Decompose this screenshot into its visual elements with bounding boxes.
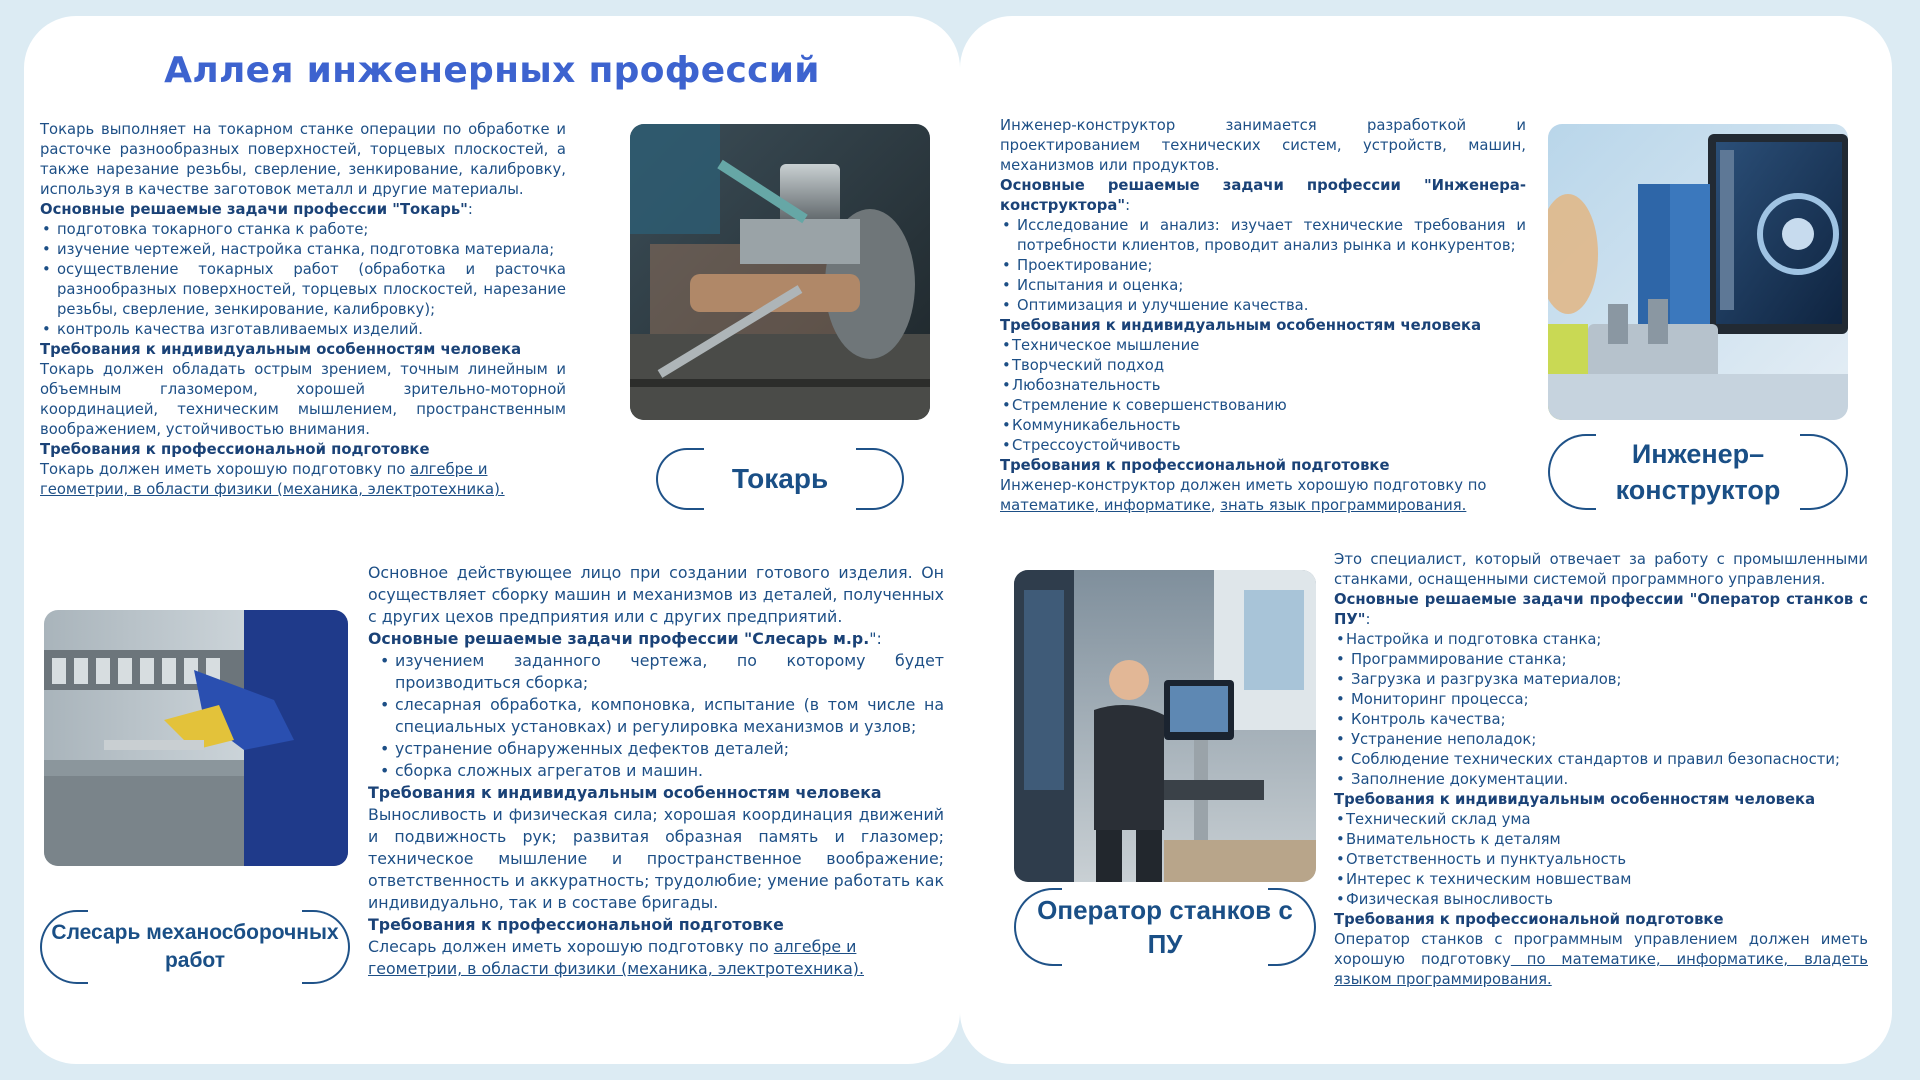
engineer-training-link-1[interactable]: математике, информатике	[1000, 497, 1211, 514]
tokar-text: Токарь выполняет на токарном станке операции по обработке и расточке разнообразных поверхностей, торцевых плоскостей, а также нарезание резьбы, сверление, зенкирование, калибровку, используя в качестве заготовок металл и другие материалы. Основные решаемые задачи профессии "Токарь": • подготовка токарного станка к работе; • изучение чертежей, настройка станка, подготовка материала; • осуществление токарных работ (обработка и расточка разнообразных поверхностей, торцевых плоскостей, нарезание резьбы, сверление, зенкирование, калибровку); • контроль качества изготавливаемых изделий. Требования к индивидуальным особенностям человека Токарь должен обладать острым зрением, точным линейным и объемным глазомером, хорошей зрительно-моторной координацией, техническим мышлением, пространственным воображением, устойчивостью внимания. Требования к профессиональной подготовке Токарь должен иметь хорошую подготовку по алгебре и геометрии, в области физики (механика, электротехника).	[40, 120, 566, 500]
engineer-photo	[1548, 124, 1848, 420]
slesar-tasks-list	[368, 650, 944, 782]
list-item: • Стремление к совершенствованию	[1000, 396, 1526, 416]
operator-personal-heading: Требования к индивидуальным особенностям человека	[1334, 791, 1816, 808]
list-item: • Настройка и подготовка станка;	[1334, 630, 1868, 650]
list-item: • Заполнение документации.	[1334, 770, 1868, 790]
tokar-personal-text: Токарь должен обладать острым зрением, точным линейным и объемным глазомером, хорошей зрительно-моторной координацией, техническим мышлением, пространственным воображением, устойчивостью внимания.	[40, 361, 566, 438]
engineer-personal-list	[1000, 336, 1526, 456]
slesar-tasks-heading: Основные решаемые задачи профессии "Слесарь м.р.	[368, 629, 870, 648]
slesar-personal-text: Выносливость и физическая сила; хорошая координация движений и подвижность рук; развитая образная память и глазомер; техническое мышление и пространственное воображение; ответственность и аккуратность; трудолюбие; умение работать как индивидуально, так и в составе бригады.	[368, 805, 944, 912]
list-item: • сборка сложных агрегатов и машин.	[368, 760, 944, 782]
list-item: • изучение чертежей, настройка станка, подготовка материала;	[40, 240, 566, 260]
list-item: • Внимательность к деталям	[1334, 830, 1868, 850]
tokar-personal-heading: Требования к индивидуальным особенностям человека	[40, 341, 522, 358]
engineer-label-line1: Инженер–	[1631, 439, 1765, 469]
operator-label-line1: Оператор станков с	[1037, 895, 1293, 925]
list-item: • контроль качества изготавливаемых изделий.	[40, 320, 566, 340]
slesar-personal-heading: Требования к индивидуальным особенностям человека	[368, 783, 882, 802]
tokar-intro: Токарь выполняет на токарном станке операции по обработке и расточке разнообразных поверхностей, торцевых плоскостей, а также нарезание резьбы, сверление, зенкирование, калибровку, используя в качестве заготовок металл и другие материалы.	[40, 121, 566, 198]
engineer-text: Инженер-конструктор занимается разработкой и проектированием технических систем, устройств, машин, механизмов или продуктов. Основные решаемые задачи профессии "Инженера-конструктора": • Исследование и анализ: изучает технические требования и потребности клиентов, проводит анализ рынка и конкурентов; • Проектирование; • Испытания и оценка; • Оптимизация и улучшение качества. Требования к индивидуальным особенностям человека • Техническое мышление • Творческий подход • Любознательность • Стремление к совершенствованию • Коммуникабельность • Стрессоустойчивость Требования к профессиональной подготовке Инженер-конструктор должен иметь хорошую подготовку по математике, информатике, знать язык программирования.	[1000, 116, 1526, 516]
slesar-label-line2: работ	[164, 949, 226, 972]
page-title: Аллея инженерных профессий	[164, 50, 820, 91]
list-item: • Исследование и анализ: изучает технические требования и потребности клиентов, проводит анализ рынка и конкурентов;	[1000, 216, 1526, 256]
list-item: • Коммуникабельность	[1000, 416, 1526, 436]
left-panel	[24, 16, 960, 1064]
slesar-intro: Основное действующее лицо при создании готового изделия. Он осуществляет сборку машин и механизмов из деталей, полученных с других цехов предприятия или с других предприятий.	[368, 563, 944, 626]
list-item: • Контроль качества;	[1334, 710, 1868, 730]
tokar-label-text: Токарь	[731, 463, 829, 494]
operator-tasks-list	[1334, 630, 1868, 790]
list-item: • Соблюдение технических стандартов и правил безопасности;	[1334, 750, 1868, 770]
engineer-tasks-heading: Основные решаемые задачи профессии "Инженера-конструктора"	[1000, 177, 1526, 214]
operator-intro: Это специалист, который отвечает за работу с промышленными станками, оснащенными системой программного управления.	[1334, 551, 1868, 588]
operator-photo	[1014, 570, 1316, 882]
list-item: • Испытания и оценка;	[1000, 276, 1526, 296]
tokar-training-text: Токарь должен иметь хорошую подготовку по	[40, 461, 411, 478]
slesar-photo	[44, 610, 348, 866]
slesar-training-link[interactable]: алгебре и геометрии, в области физики (механика, электротехника).	[368, 937, 864, 978]
tokar-label	[656, 448, 904, 510]
engineer-personal-heading: Требования к индивидуальным особенностям человека	[1000, 317, 1482, 334]
engineer-training-heading: Требования к профессиональной подготовке	[1000, 457, 1390, 474]
engineer-training-link-2[interactable]: знать язык программирования.	[1220, 497, 1467, 514]
tokar-photo	[630, 124, 930, 420]
slesar-label	[40, 910, 350, 984]
operator-text: Это специалист, который отвечает за работу с промышленными станками, оснащенными системой программного управления. Основные решаемые задачи профессии "Оператор станков с ПУ": • Настройка и подготовка станка; • Программирование станка; • Загрузка и разгрузка материалов; • Мониторинг процесса; • Контроль качества; • Устранение неполадок; • Соблюдение технических стандартов и правил безопасности; • Заполнение документации. Требования к индивидуальным особенностям человека • Технический склад ума • Внимательность к деталям • Ответственность и пунктуальность • Интерес к техническим новшествам • Физическая выносливость Требования к профессиональной подготовке Оператор станков с программным управлением должен иметь хорошую подготовку по математике, информатике, владеть языком программирования.	[1334, 550, 1868, 990]
list-item: • слесарная обработка, компоновка, испытание (в том числе на специальных установках) и регулировка механизмов и узлов;	[368, 694, 944, 738]
list-item: • устранение обнаруженных дефектов деталей;	[368, 738, 944, 760]
engineer-intro: Инженер-конструктор занимается разработкой и проектированием технических систем, устройств, машин, механизмов или продуктов.	[1000, 117, 1526, 174]
list-item: • Программирование станка;	[1334, 650, 1868, 670]
list-item: • Устранение неполадок;	[1334, 730, 1868, 750]
tokar-tasks-list	[40, 220, 566, 340]
cad-monitor-image	[1548, 124, 1848, 420]
engineer-label-line2: конструктор	[1615, 475, 1781, 505]
tokar-training-heading: Требования к профессиональной подготовке	[40, 441, 430, 458]
operator-label-line2: ПУ	[1147, 929, 1183, 959]
list-item: • Технический склад ума	[1334, 810, 1868, 830]
operator-training-link[interactable]: по математике, информатике, владеть языком программирования.	[1334, 951, 1868, 988]
lathe-image	[630, 124, 930, 420]
list-item: • осуществление токарных работ (обработка и расточка разнообразных поверхностей, торцевых плоскостей, нарезание резьбы, сверление, зенкирование, калибровку);	[40, 260, 566, 320]
list-item: • Мониторинг процесса;	[1334, 690, 1868, 710]
operator-label	[1014, 888, 1316, 966]
operator-tasks-heading: Основные решаемые задачи профессии "Оператор станков с ПУ"	[1334, 591, 1868, 628]
engineer-training-text: Инженер-конструктор должен иметь хорошую подготовку по	[1000, 477, 1487, 494]
press-brake-image	[44, 610, 348, 866]
list-item: • Физическая выносливость	[1334, 890, 1868, 910]
tokar-tasks-heading: Основные решаемые задачи профессии "Токарь"	[40, 201, 468, 218]
list-item: • Проектирование;	[1000, 256, 1526, 276]
tokar-training-link[interactable]: алгебре и геометрии, в области физики (механика, электротехника).	[40, 461, 505, 498]
list-item: • Любознательность	[1000, 376, 1526, 396]
slesar-training-text: Слесарь должен иметь хорошую подготовку по	[368, 937, 774, 956]
slesar-training-heading: Требования к профессиональной подготовке	[368, 915, 784, 934]
slesar-text: Основное действующее лицо при создании готового изделия. Он осуществляет сборку машин и механизмов из деталей, полученных с других цехов предприятия или с других предприятий. Основные решаемые задачи профессии "Слесарь м.р.": • изучением заданного чертежа, по которому будет производиться сборка; • слесарная обработка, компоновка, испытание (в том числе на специальных установках) и регулировка механизмов и узлов; • устранение обнаруженных дефектов деталей; • сборка сложных агрегатов и машин. Требования к индивидуальным особенностям человека Выносливость и физическая сила; хорошая координация движений и подвижность рук; развитая образная память и глазомер; техническое мышление и пространственное воображение; ответственность и аккуратность; трудолюбие; умение работать как индивидуально, так и в составе бригады. Требования к профессиональной подготовке Слесарь должен иметь хорошую подготовку по алгебре и геометрии, в области физики (механика, электротехника).	[368, 562, 944, 980]
engineer-label	[1548, 434, 1848, 510]
list-item: • Техническое мышление	[1000, 336, 1526, 356]
engineer-tasks-list	[1000, 216, 1526, 316]
operator-personal-list	[1334, 810, 1868, 910]
list-item: • подготовка токарного станка к работе;	[40, 220, 566, 240]
list-item: • Творческий подход	[1000, 356, 1526, 376]
cnc-operator-image	[1014, 570, 1316, 882]
list-item: • изучением заданного чертежа, по которому будет производиться сборка;	[368, 650, 944, 694]
list-item: • Загрузка и разгрузка материалов;	[1334, 670, 1868, 690]
list-item: • Интерес к техническим новшествам	[1334, 870, 1868, 890]
list-item: • Ответственность и пунктуальность	[1334, 850, 1868, 870]
right-panel	[960, 16, 1892, 1064]
list-item: • Оптимизация и улучшение качества.	[1000, 296, 1526, 316]
slesar-label-line1: Слесарь механосборочных	[51, 921, 339, 944]
operator-training-text: Оператор станков с программным управлением должен иметь хорошую подготовку	[1334, 931, 1868, 968]
list-item: • Стрессоустойчивость	[1000, 436, 1526, 456]
operator-training-heading: Требования к профессиональной подготовке	[1334, 911, 1724, 928]
